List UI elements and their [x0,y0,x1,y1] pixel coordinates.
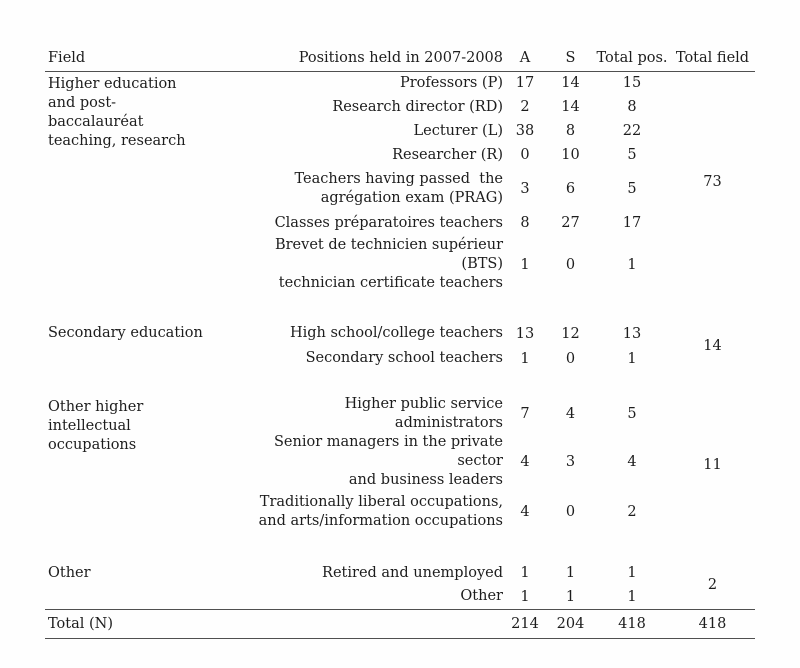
total-value-a: 214 [503,609,547,638]
total-empty-cell [238,609,503,638]
position-label: Teachers having passed the agrégation exam (PRAG) [294,170,503,206]
field-label: Other higher intellectual occupations [48,399,144,453]
position-label: Brevet de technicien supérieur (BTS) technician certificate teachers [274,237,503,291]
value-s: 6 [565,180,576,197]
section-spacer [45,534,755,561]
value-s: 4 [565,406,576,422]
position-label: Classes préparatoires teachers [274,214,503,231]
value-total-field: 2 [707,576,718,593]
value-total-pos: 1 [627,588,637,605]
total-value-s: 204 [547,609,594,638]
value-total-pos: 5 [627,147,637,163]
total-row [45,609,755,638]
table-row [45,395,755,433]
value-a: 3 [520,180,530,197]
table-footer [45,609,755,638]
value-s: 12 [561,325,580,342]
position-label: Other [460,588,503,605]
position-label: Senior managers in the private sector and business leaders [273,434,503,488]
value-a: 4 [520,453,530,470]
value-total-pos: 17 [622,215,642,231]
field-label: Higher education and post- baccalauréat teaching, research [48,75,186,149]
total-row-label: Total (N) [45,609,238,638]
positions-table [45,45,755,639]
value-a: 1 [520,256,530,273]
table-row [45,561,755,585]
section-secondary-education [45,321,755,395]
table-row [45,71,755,95]
value-s: 0 [565,256,576,273]
col-header-total-field: Total field [670,45,755,71]
value-total-pos: 8 [627,99,637,115]
col-header-s: S [547,45,594,71]
col-header-positions: Positions held in 2007-2008 [238,45,503,71]
header-row [45,45,755,71]
total-value-total-pos: 418 [594,609,670,638]
position-label: Professors (P) [399,74,503,91]
position-label: Traditionally liberal occupations, and arts/information occupations [258,494,503,529]
position-label: Higher public service administrators [344,396,508,431]
value-s: 14 [561,75,580,92]
value-s: 0 [565,504,576,520]
value-total-pos: 1 [627,565,637,581]
position-label: High school/college teachers [289,325,503,341]
value-total-pos: 5 [627,180,637,197]
value-a: 4 [520,504,530,520]
value-s: 14 [561,99,580,115]
positions-table-container [45,45,755,639]
value-s: 8 [565,123,576,139]
value-a: 0 [520,147,530,163]
value-total-pos: 4 [627,453,637,470]
value-s: 10 [561,147,580,163]
section-higher-education [45,71,755,321]
section-other-higher-intellectual [45,395,755,561]
value-s: 0 [565,350,576,367]
value-total-pos: 15 [622,75,642,92]
value-total-pos: 13 [622,325,642,342]
value-total-pos: 5 [627,406,637,422]
field-label: Other [48,565,91,581]
position-label: Lecturer (L) [413,122,503,139]
value-a: 8 [520,215,530,231]
value-s: 1 [565,565,576,581]
value-a: 13 [515,325,535,342]
position-label: Secondary school teachers [305,350,503,366]
value-total-field: 73 [703,174,722,191]
value-total-field: 11 [703,456,722,473]
value-total-pos: 2 [627,504,637,520]
col-header-field: Field [45,45,238,71]
total-value-total-field: 418 [670,609,755,638]
col-header-a: A [503,45,547,71]
value-a: 1 [520,350,530,367]
value-a: 1 [520,565,530,581]
value-a: 2 [520,99,530,115]
position-label: Retired and unemployed [322,564,503,581]
section-spacer [45,293,755,321]
section-spacer [45,371,755,395]
value-total-pos: 22 [622,123,642,139]
value-s: 3 [565,453,576,470]
value-a: 1 [520,588,530,605]
value-s: 1 [565,588,576,605]
value-total-pos: 1 [627,350,637,367]
value-s: 27 [561,215,580,231]
col-header-total-pos: Total pos. [594,45,670,71]
table-header [45,45,755,71]
value-a: 7 [520,406,530,422]
table-row [45,321,755,346]
value-a: 17 [515,75,535,92]
position-label: Researcher (R) [392,146,503,163]
position-label: Research director (RD) [332,98,503,115]
section-other [45,561,755,609]
value-total-field: 14 [703,338,722,354]
value-a: 38 [515,123,535,139]
value-total-pos: 1 [627,256,637,273]
field-label: Secondary education [48,325,203,341]
